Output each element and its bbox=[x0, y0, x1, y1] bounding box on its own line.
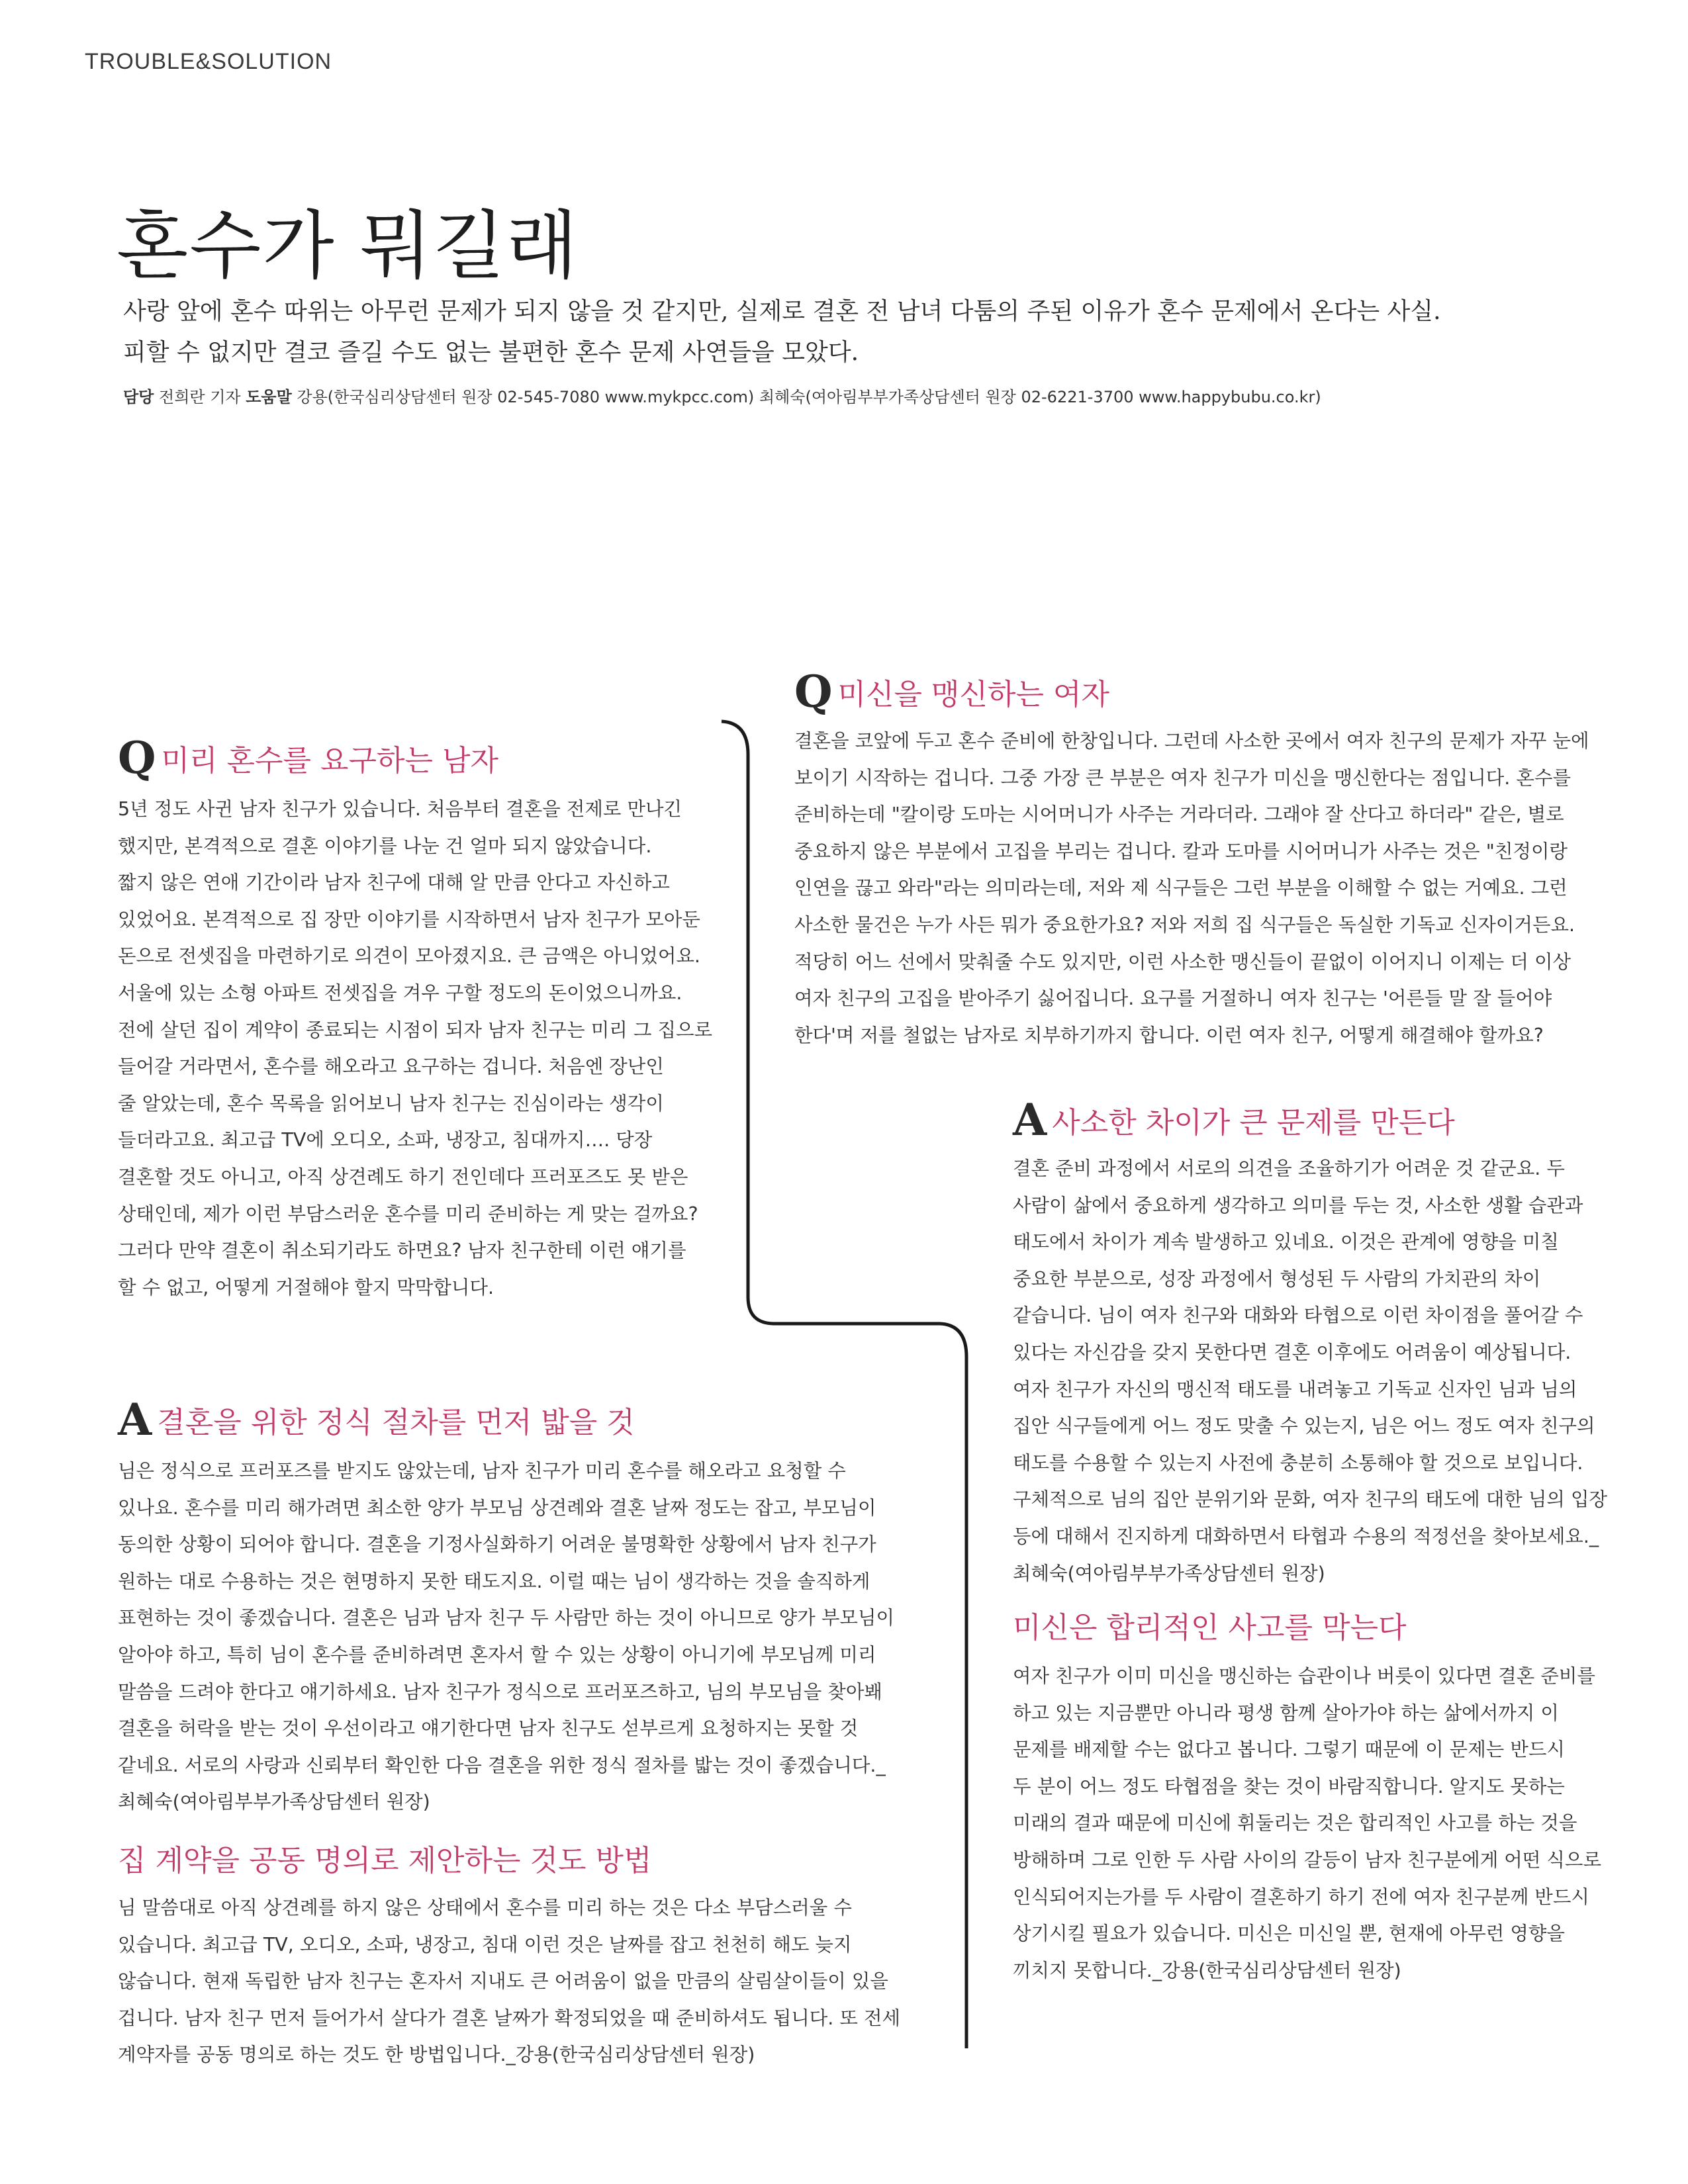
body-line: 짧지 않은 연애 기간이라 남자 친구에 대해 알 만큼 안다고 자신하고 bbox=[118, 872, 670, 894]
body-line: 인식되어지는가를 두 사람이 결혼하기 하기 전에 여자 친구분께 반드시 bbox=[1013, 1886, 1589, 1908]
a1b-title: 집 계약을 공동 명의로 제안하는 것도 방법 bbox=[118, 1844, 652, 1878]
body-line: 님은 정식으로 프러포즈를 받지도 않았는데, 남자 친구가 미리 혼수를 해오라고 요청할 수 bbox=[118, 1460, 846, 1482]
q2-body bbox=[794, 723, 1589, 1054]
body-line: 미래의 결과 때문에 미신에 휘둘리는 것은 합리적인 사고를 하는 것을 bbox=[1013, 1812, 1577, 1835]
body-line: 겁니다. 남자 친구 먼저 들어가서 살다가 결혼 날짜가 확정되었을 때 준비하셔도 됩니다. 또 전세 bbox=[118, 2007, 901, 2029]
body-line: 최혜숙(여아림부부가족상담센터 원장) bbox=[118, 1791, 430, 1813]
body-line: 들더라고요. 최고급 TV에 오디오, 소파, 냉장고, 침대까지…. 당장 bbox=[118, 1129, 653, 1152]
body-line: 돈으로 전셋집을 마련하기로 의견이 모아졌지요. 큰 금액은 아니었어요. bbox=[118, 945, 700, 968]
body-line: 여자 친구의 고집을 받아주기 싫어집니다. 요구를 거절하니 여자 친구는 '어른들 말 잘 들어야 bbox=[794, 987, 1552, 1010]
body-line: 상기시킬 필요가 있습니다. 미신은 미신일 뿐, 현재에 아무런 영향을 bbox=[1013, 1923, 1565, 1945]
credits-help-label: 도움말 bbox=[246, 388, 292, 406]
q1-body bbox=[118, 791, 712, 1306]
section-label: TROUBLE&SOLUTION bbox=[85, 49, 332, 74]
body-line: 두 분이 어느 정도 타협점을 찾는 것이 바람직합니다. 알지도 못하는 bbox=[1013, 1775, 1565, 1797]
body-line: 님 말씀대로 아직 상견례를 하지 않은 상태에서 혼수를 미리 하는 것은 다소 부담스러울 수 bbox=[118, 1897, 852, 1919]
body-line: 그러다 만약 결혼이 취소되기라도 하면요? 남자 친구한테 이런 얘기를 bbox=[118, 1240, 686, 1262]
a2-title: 사소한 차이가 큰 문제를 만든다 bbox=[1052, 1106, 1455, 1140]
body-line: 전에 살던 집이 계약이 종료되는 시점이 되자 남자 친구는 미리 그 집으로 bbox=[118, 1019, 713, 1041]
body-line: 등에 대해서 진지하게 대화하면서 타협과 수용의 적정선을 찾아보세요._ bbox=[1013, 1525, 1599, 1547]
a1-heading bbox=[118, 1394, 635, 1445]
a-mark: A bbox=[1013, 1094, 1047, 1146]
body-line: 끼치지 못합니다._강용(한국심리상담센터 원장) bbox=[1013, 1959, 1401, 1981]
body-line: 구체적으로 님의 집안 분위기와 문화, 여자 친구의 태도에 대한 님의 입장 bbox=[1013, 1488, 1608, 1511]
q-mark: Q bbox=[794, 666, 833, 717]
a1b-body bbox=[118, 1889, 900, 2073]
body-line: 않습니다. 현재 독립한 남자 친구는 혼자서 지내도 큰 어려움이 없을 만큼의 살림살이들이 있을 bbox=[118, 1970, 888, 1993]
intro-line: 사랑 앞에 혼수 따위는 아무런 문제가 되지 않을 것 같지만, 실제로 결혼 전 남녀 다툼의 주된 이유가 혼수 문제에서 온다는 사실. bbox=[123, 298, 1441, 325]
body-line: 태도를 수용할 수 있는지 사전에 충분히 소통해야 할 것으로 보입니다. bbox=[1013, 1451, 1583, 1474]
credits-staff: 전희란 기자 bbox=[159, 388, 241, 406]
body-line: 결혼을 코앞에 두고 혼수 준비에 한창입니다. 그런데 사소한 곳에서 여자 친구의 문제가 자꾸 눈에 bbox=[794, 730, 1589, 752]
body-line: 결혼 준비 과정에서 서로의 의견을 조율하기가 어려운 것 같군요. 두 bbox=[1013, 1158, 1565, 1179]
body-line: 방해하며 그로 인한 두 사람 사이의 갈등이 남자 친구분에게 어떤 식으로 bbox=[1013, 1848, 1601, 1871]
a-mark: A bbox=[118, 1394, 152, 1445]
body-line: 있었어요. 본격적으로 집 장만 이야기를 시작하면서 남자 친구가 모아둔 bbox=[118, 908, 700, 931]
a2b-title: 미신은 합리적인 사고를 막는다 bbox=[1013, 1611, 1407, 1645]
body-line: 태도에서 차이가 계속 발생하고 있네요. 이것은 관계에 영향을 미칠 bbox=[1013, 1231, 1559, 1253]
body-line: 적당히 어느 선에서 맞춰줄 수도 있지만, 이런 사소한 맹신들이 끝없이 이어지니 이제는 더 이상 bbox=[794, 950, 1571, 973]
body-line: 중요한 부분으로, 성장 과정에서 형성된 두 사람의 가치관의 차이 bbox=[1013, 1267, 1541, 1290]
body-line: 알아야 하고, 특히 님이 혼수를 준비하려면 혼자서 할 수 있는 상황이 아니기에 부모님께 미리 bbox=[118, 1643, 876, 1666]
intro-line: 피할 수 없지만 결코 즐길 수도 없는 불편한 혼수 문제 사연들을 모았다. bbox=[123, 339, 859, 366]
q2-title: 미신을 맹신하는 여자 bbox=[837, 678, 1110, 711]
body-line: 서울에 있는 소형 아파트 전셋집을 겨우 구할 정도의 돈이었으니까요. bbox=[118, 981, 682, 1004]
body-line: 사소한 물건은 누가 사든 뭐가 중요한가요? 저와 저희 집 식구들은 독실한 기독교 신자이거든요. bbox=[794, 913, 1575, 936]
page-title: 혼수가 뭐길래 bbox=[117, 203, 579, 289]
body-line: 있습니다. 최고급 TV, 오디오, 소파, 냉장고, 침대 이런 것은 날짜를 잡고 천천히 해도 늦지 bbox=[118, 1933, 852, 1956]
body-line: 최혜숙(여아림부부가족상담센터 원장) bbox=[1013, 1562, 1325, 1584]
body-line: 줄 알았는데, 혼수 목록을 읽어보니 남자 친구는 진심이라는 생각이 bbox=[118, 1092, 664, 1115]
q1-heading bbox=[118, 732, 499, 784]
body-line: 들어갈 거라면서, 혼수를 해오라고 요구하는 겁니다. 처음엔 장난인 bbox=[118, 1056, 664, 1078]
body-line: 결혼할 것도 아니고, 아직 상견례도 하기 전인데다 프러포즈도 못 받은 bbox=[118, 1165, 688, 1188]
body-line: 동의한 상황이 되어야 합니다. 결혼을 기정사실화하기 어려운 불명확한 상황에서 남자 친구가 bbox=[118, 1533, 876, 1556]
a1b-heading bbox=[118, 1841, 651, 1881]
a1-body bbox=[118, 1453, 894, 1821]
body-line: 5년 정도 사귄 남자 친구가 있습니다. 처음부터 결혼을 전제로 만나긴 bbox=[118, 798, 682, 820]
body-line: 여자 친구가 이미 미신을 맹신하는 습관이나 버릇이 있다면 결혼 준비를 bbox=[1013, 1665, 1595, 1687]
body-line: 말씀을 드려야 한다고 얘기하세요. 남자 친구가 정식으로 프러포즈하고, 님의 부모님을 찾아봬 bbox=[118, 1680, 882, 1703]
a2-body bbox=[1013, 1150, 1607, 1592]
a2b-body bbox=[1013, 1658, 1601, 1989]
body-line: 같네요. 서로의 사랑과 신뢰부터 확인한 다음 결혼을 위한 정식 절차를 밟는 것이 좋겠습니다._ bbox=[118, 1754, 886, 1776]
q1-title: 미리 혼수를 요구하는 남자 bbox=[161, 744, 499, 778]
body-line: 같습니다. 님이 여자 친구와 대화와 타협으로 이런 차이점을 풀어갈 수 bbox=[1013, 1304, 1583, 1327]
q2-heading bbox=[794, 666, 1110, 717]
credits-help: 강용(한국심리상담센터 원장 02-545-7080 www.mykpcc.com) 최혜숙(여아림부부가족상담센터 원장 02-6221-3700 www.happybubu.co.kr) bbox=[297, 388, 1321, 406]
body-line: 문제를 배제할 수는 없다고 봅니다. 그렇기 때문에 이 문제는 반드시 bbox=[1013, 1739, 1565, 1761]
body-line: 결혼을 허락을 받는 것이 우선이라고 얘기한다면 남자 친구도 섣부르게 요청하지는 못할 것 bbox=[118, 1717, 859, 1740]
body-line: 할 수 없고, 어떻게 거절해야 할지 막막합니다. bbox=[118, 1276, 494, 1298]
credits-staff-label: 담당 bbox=[123, 388, 154, 406]
body-line: 준비하는데 "칼이랑 도마는 시어머니가 사주는 거라더라. 그래야 잘 산다고 하더라" 같은, 별로 bbox=[794, 803, 1564, 826]
body-line: 원하는 대로 수용하는 것은 현명하지 못한 태도지요. 이럴 때는 님이 생각하는 것을 솔직하게 bbox=[118, 1570, 870, 1592]
a2-heading bbox=[1013, 1094, 1455, 1146]
body-line: 표현하는 것이 좋겠습니다. 결혼은 님과 남자 친구 두 사람만 하는 것이 아니므로 양가 부모님이 bbox=[118, 1607, 895, 1629]
body-line: 했지만, 본격적으로 결혼 이야기를 나눈 건 얼마 되지 않았습니다. bbox=[118, 835, 652, 857]
body-line: 상태인데, 제가 이런 부담스러운 혼수를 미리 준비하는 게 맞는 걸까요? bbox=[118, 1203, 698, 1225]
a1-title: 결혼을 위한 정식 절차를 먼저 밟을 것 bbox=[157, 1406, 635, 1439]
body-line: 보이기 시작하는 겁니다. 그중 가장 큰 부분은 여자 친구가 미신을 맹신한다는 점입니다. 혼수를 bbox=[794, 766, 1571, 789]
body-line: 한다'며 저를 철없는 남자로 치부하기까지 합니다. 이런 여자 친구, 어떻게 해결해야 할까요? bbox=[794, 1024, 1544, 1046]
a2b-heading bbox=[1013, 1608, 1407, 1648]
body-line: 여자 친구가 자신의 맹신적 태도를 내려놓고 기독교 신자인 님과 님의 bbox=[1013, 1378, 1577, 1400]
q-mark: Q bbox=[118, 732, 156, 784]
body-line: 있나요. 혼수를 미리 해가려면 최소한 양가 부모님 상견례와 결혼 날짜 정도는 잡고, 부모님이 bbox=[118, 1496, 876, 1519]
body-line: 계약자를 공동 명의로 하는 것도 한 방법입니다._강용(한국심리상담센터 원장) bbox=[118, 2044, 755, 2066]
body-line: 하고 있는 지금뿐만 아니라 평생 함께 살아가야 하는 삶에서까지 이 bbox=[1013, 1702, 1559, 1724]
body-line: 중요하지 않은 부분에서 고집을 부리는 겁니다. 칼과 도마를 시어머니가 사주는 것은 "친정이랑 bbox=[794, 840, 1568, 862]
body-line: 사람이 삶에서 중요하게 생각하고 의미를 두는 것, 사소한 생활 습관과 bbox=[1013, 1194, 1583, 1216]
body-line: 있다는 자신감을 갖지 못한다면 결혼 이후에도 어려움이 예상됩니다. bbox=[1013, 1341, 1571, 1363]
body-line: 인연을 끊고 와라"라는 의미라는데, 저와 제 식구들은 그런 부분을 이해할 수 없는 거예요. 그런 bbox=[794, 877, 1568, 899]
body-line: 집안 식구들에게 어느 정도 맞출 수 있는지, 님은 어느 정도 여자 친구의 bbox=[1013, 1415, 1595, 1437]
